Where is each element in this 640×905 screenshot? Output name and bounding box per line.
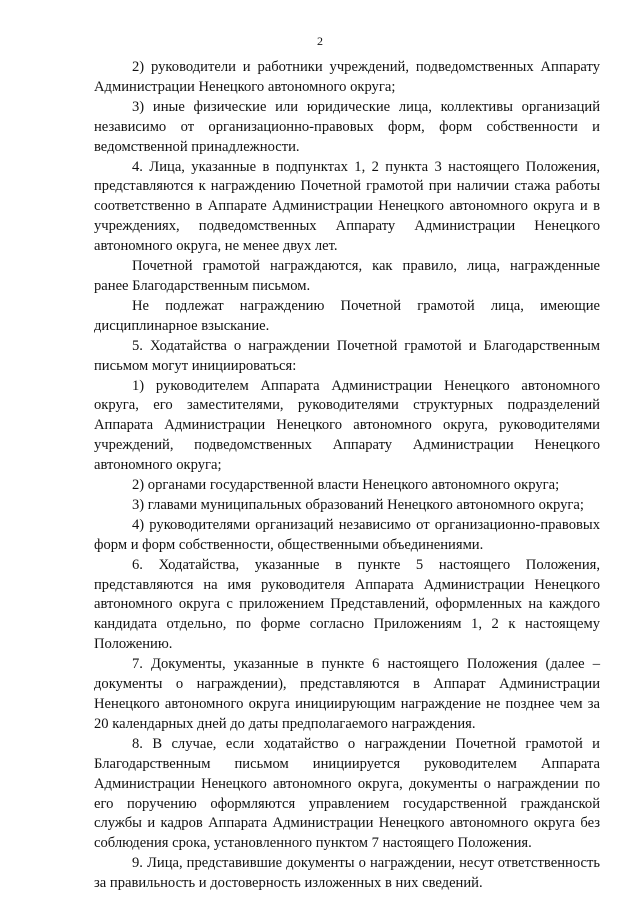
paragraph-item-3-other-persons: 3) иные физические или юридические лица, коллективы организаций независимо от организационно-правовых форм, форм собственности и ведомственной принадлежности. [94, 98, 600, 155]
paragraph-clause-5-item-3: 3) главами муниципальных образований Ненецкого автономного округа; [132, 496, 584, 513]
paragraph-clause-5-item-1: 1) руководителем Аппарата Администрации Ненецкого автономного округа, его заместителями, руководителями структурных подразделений Аппарата Администрации Ненецкого автономного округа, руководителями учреждений, подведомственных Аппарату Администрации Ненецкого автономного округа; [94, 377, 600, 474]
document-body [94, 58, 600, 894]
paragraph-honorary-diploma-rule: Почетной грамотой награждаются, как правило, лица, награжденные ранее Благодарственным письмом. [94, 258, 600, 294]
paragraph-clause-8: 8. В случае, если ходатайство о награждении Почетной грамотой и Благодарственным письмом инициируется руководителем Аппарата Администрации Ненецкого автономного округа, документы о награждении по его поручению оформляются управлением государственной гражданской службы и кадров Аппарата Администрации Ненецкого автономного округа без соблюдения срока, установленного пунктом 7 настоящего Положения. [94, 735, 600, 852]
paragraph-clause-7: 7. Документы, указанные в пункте 6 настоящего Положения (далее – документы о награждении), представляются в Аппарат Администрации Ненецкого автономного округа инициирующим награждение не позднее чем за 20 календарных дней до даты предполагаемого награждения. [94, 656, 600, 732]
paragraph-clause-4: 4. Лица, указанные в подпунктах 1, 2 пункта 3 настоящего Положения, представляются к награждению Почетной грамотой при наличии стажа работы соответственно в Аппарате Администрации Ненецкого автономного округа и в учреждениях, подведомственных Аппарату Администрации Ненецкого автономного округа, не менее двух лет. [94, 158, 600, 255]
paragraph-disciplinary-exclusion: Не подлежат награждению Почетной грамотой лица, имеющие дисциплинарное взыскание. [94, 297, 600, 334]
paragraph-clause-9: 9. Лица, представившие документы о награждении, несут ответственность за правильность и достоверность изложенных в них сведений. [94, 855, 600, 892]
paragraph-item-2-employees: 2) руководители и работники учреждений, подведомственных Аппарату Администрации Ненецкого автономного округа; [94, 59, 600, 95]
paragraph-clause-5-item-2: 2) органами государственной власти Ненецкого автономного округа; [132, 477, 560, 494]
paragraph-clause-5-item-4: 4) руководителями организаций независимо от организационно-правовых форм и форм собственности, общественными объединениями. [94, 516, 600, 553]
paragraph-clause-6: 6. Ходатайства, указанные в пункте 5 настоящего Положения, представляются на имя руководителя Аппарата Администрации Ненецкого автономного округа с приложением Представлений, оформленных на каждого кандидата отдельно, по форме согласно Приложениям 1, 2 к настоящему Положению. [94, 556, 600, 653]
paragraph-clause-5: 5. Ходатайства о награждении Почетной грамотой и Благодарственным письмом могут инициироваться: [94, 337, 600, 374]
page-number: 2 [317, 34, 323, 48]
